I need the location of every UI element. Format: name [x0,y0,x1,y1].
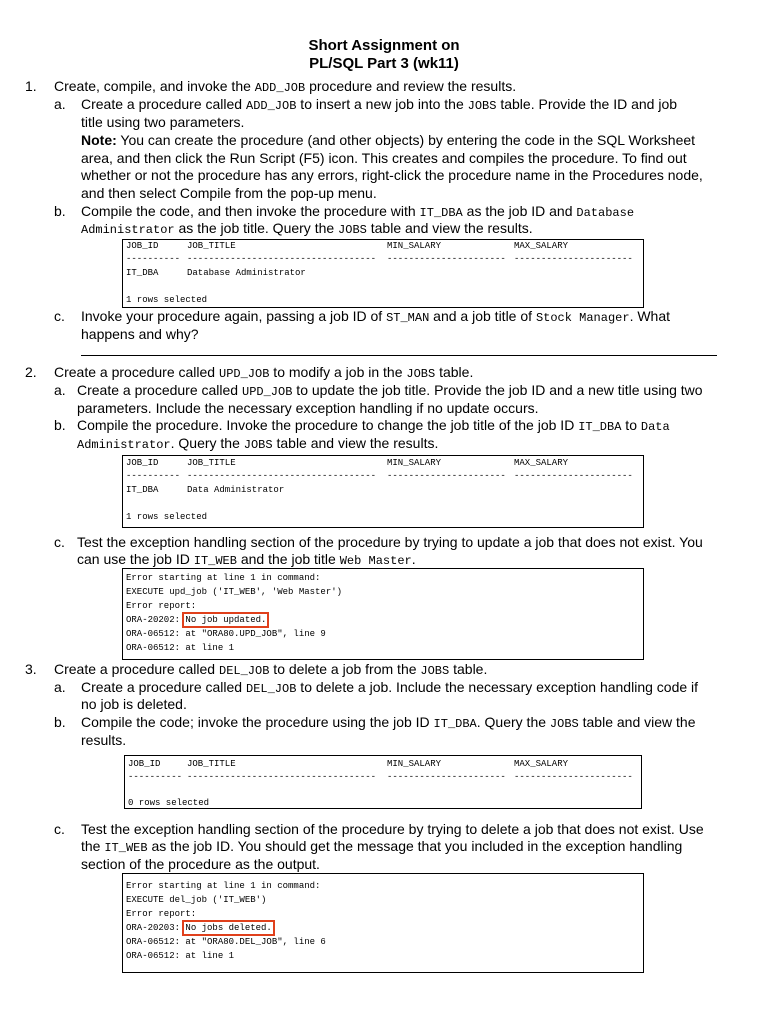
item-label: c. [54,821,65,837]
q1a-note-line4: and then select Compile from the pop-up menu. [81,185,377,201]
error-message-highlight: No job updated. [185,615,267,625]
question-1-text: Create, compile, and invoke the ADD_JOB procedure and review the results. [54,78,517,95]
error-output-box [122,873,644,973]
question-3-text: Create a procedure called DEL_JOB to delete a job from the JOBS table. [54,661,488,678]
question-2-text: Create a procedure called UPD_JOB to modify a job in the JOBS table. [54,364,474,381]
q1c-line2: happens and why? [81,326,199,342]
q3b-line1: Compile the code; invoke the procedure using the job ID IT_DBA. Query the JOBS table and view the [81,714,696,731]
column-divider: ----------------------------------- [187,772,377,782]
error-message-highlight: No jobs deleted. [185,923,272,933]
error-report-label: Error report: [126,601,197,611]
q2b-line2: Administrator. Query the JOBS table and view the results. [77,435,439,452]
question-number: 3. [25,661,37,677]
item-label: b. [54,417,66,433]
column-divider: ----------------------------------- [187,471,377,481]
document-title-line2: PL/SQL Part 3 (wk11) [309,55,459,72]
rows-selected-text: 1 rows selected [126,295,208,305]
column-divider: ---------- [126,254,181,264]
item-label: b. [54,203,66,219]
column-divider: ---------------------- [387,471,506,481]
item-label: a. [54,679,66,695]
item-label: b. [54,714,66,730]
error-code-line: ORA-20203: No jobs deleted. [126,923,272,933]
q3c-line1: Test the exception handling section of the procedure by trying to delete a job that does not exist. Use [81,821,704,837]
q2c-line2: can use the job ID IT_WEB and the job title Web Master. [77,551,416,568]
document-title-line1: Short Assignment on [308,37,460,54]
item-label: a. [54,382,66,398]
column-header: JOB_ID [128,759,161,769]
q1a-note-line1: Note: You can create the procedure (and other objects) by entering the code in the SQL Worksheet [81,132,696,148]
error-line: ORA-06512: at line 1 [126,643,235,653]
column-header: MAX_SALARY [514,759,569,769]
column-divider: ---------------------- [514,471,633,481]
question-number: 2. [25,364,37,380]
column-header: MAX_SALARY [514,458,569,468]
q3b-line2: results. [81,732,127,748]
cell-job-title: Data Administrator [187,485,285,495]
column-divider: ----------------------------------- [187,254,377,264]
rows-selected-text: 1 rows selected [126,512,208,522]
column-divider: ---------------------- [387,254,506,264]
column-divider: ---------- [126,471,181,481]
q1a-note-line3: whether or not the procedure has any errors, right-click the procedure name in the Procedures node, [81,167,703,183]
q1a-line1: Create a procedure called ADD_JOB to insert a new job into the JOBS table. Provide the ID and job [81,96,678,113]
question-number: 1. [25,78,37,94]
error-line: Error starting at line 1 in command: [126,573,321,583]
column-divider: ---------------------- [514,254,633,264]
column-header: MIN_SALARY [387,458,442,468]
error-report-label: Error report: [126,909,197,919]
q2a-line1: Create a procedure called UPD_JOB to update the job title. Provide the job ID and a new title using two [77,382,703,399]
error-line: Error starting at line 1 in command: [126,881,321,891]
q3a-line2: no job is deleted. [81,696,187,712]
column-divider: ---------- [128,772,183,782]
q3c-line3: section of the procedure as the output. [81,856,320,872]
q1b-line1: Compile the code, and then invoke the procedure with IT_DBA as the job ID and Database [81,203,635,220]
q2a-line2: parameters. Include the necessary exception handling if no update occurs. [77,400,539,416]
error-line: ORA-06512: at "ORA80.UPD_JOB", line 9 [126,629,326,639]
column-header: JOB_TITLE [187,241,236,251]
execute-command: EXECUTE upd_job ('IT_WEB', 'Web Master') [126,587,343,597]
q3a-line1: Create a procedure called DEL_JOB to delete a job. Include the necessary exception handling code if [81,679,699,696]
cell-job-id: IT_DBA [126,485,159,495]
column-header: JOB_TITLE [187,759,236,769]
execute-command: EXECUTE del_job ('IT_WEB') [126,895,267,905]
column-divider: ---------------------- [514,772,633,782]
cell-job-id: IT_DBA [126,268,159,278]
query-result-box [122,239,644,308]
column-header: MIN_SALARY [387,759,442,769]
q1c-line1: Invoke your procedure again, passing a job ID of ST_MAN and a job title of Stock Manager. What [81,308,671,325]
query-result-box [122,455,644,528]
error-code-line: ORA-20202: No job updated. [126,615,267,625]
q3c-line2: the IT_WEB as the job ID. You should get the message that you included in the exception handling [81,838,683,855]
q1b-line2: Administrator as the job title. Query the JOBS table and view the results. [81,220,533,237]
q1a-line2: title using two parameters. [81,114,245,130]
item-label: c. [54,534,65,550]
error-line: ORA-06512: at line 1 [126,951,235,961]
error-output-box [122,568,644,660]
column-divider: ---------------------- [387,772,506,782]
column-header: JOB_TITLE [187,458,236,468]
q2c-line1: Test the exception handling section of the procedure by trying to update a job that does not exist. You [77,534,703,550]
query-result-box [124,755,642,809]
item-label: a. [54,96,66,112]
q1a-note-line2: area, and then click the Run Script (F5) icon. This creates and compiles the procedure. To find out [81,150,687,166]
column-header: MAX_SALARY [514,241,569,251]
cell-job-title: Database Administrator [187,268,306,278]
column-header: JOB_ID [126,458,159,468]
q2b-line1: Compile the procedure. Invoke the procedure to change the job title of the job ID IT_DBA to Data [77,417,670,434]
error-line: ORA-06512: at "ORA80.DEL_JOB", line 6 [126,937,326,947]
item-label: c. [54,308,65,324]
rows-selected-text: 0 rows selected [128,798,210,808]
answer-blank-line[interactable] [81,345,717,356]
column-header: MIN_SALARY [387,241,442,251]
column-header: JOB_ID [126,241,159,251]
